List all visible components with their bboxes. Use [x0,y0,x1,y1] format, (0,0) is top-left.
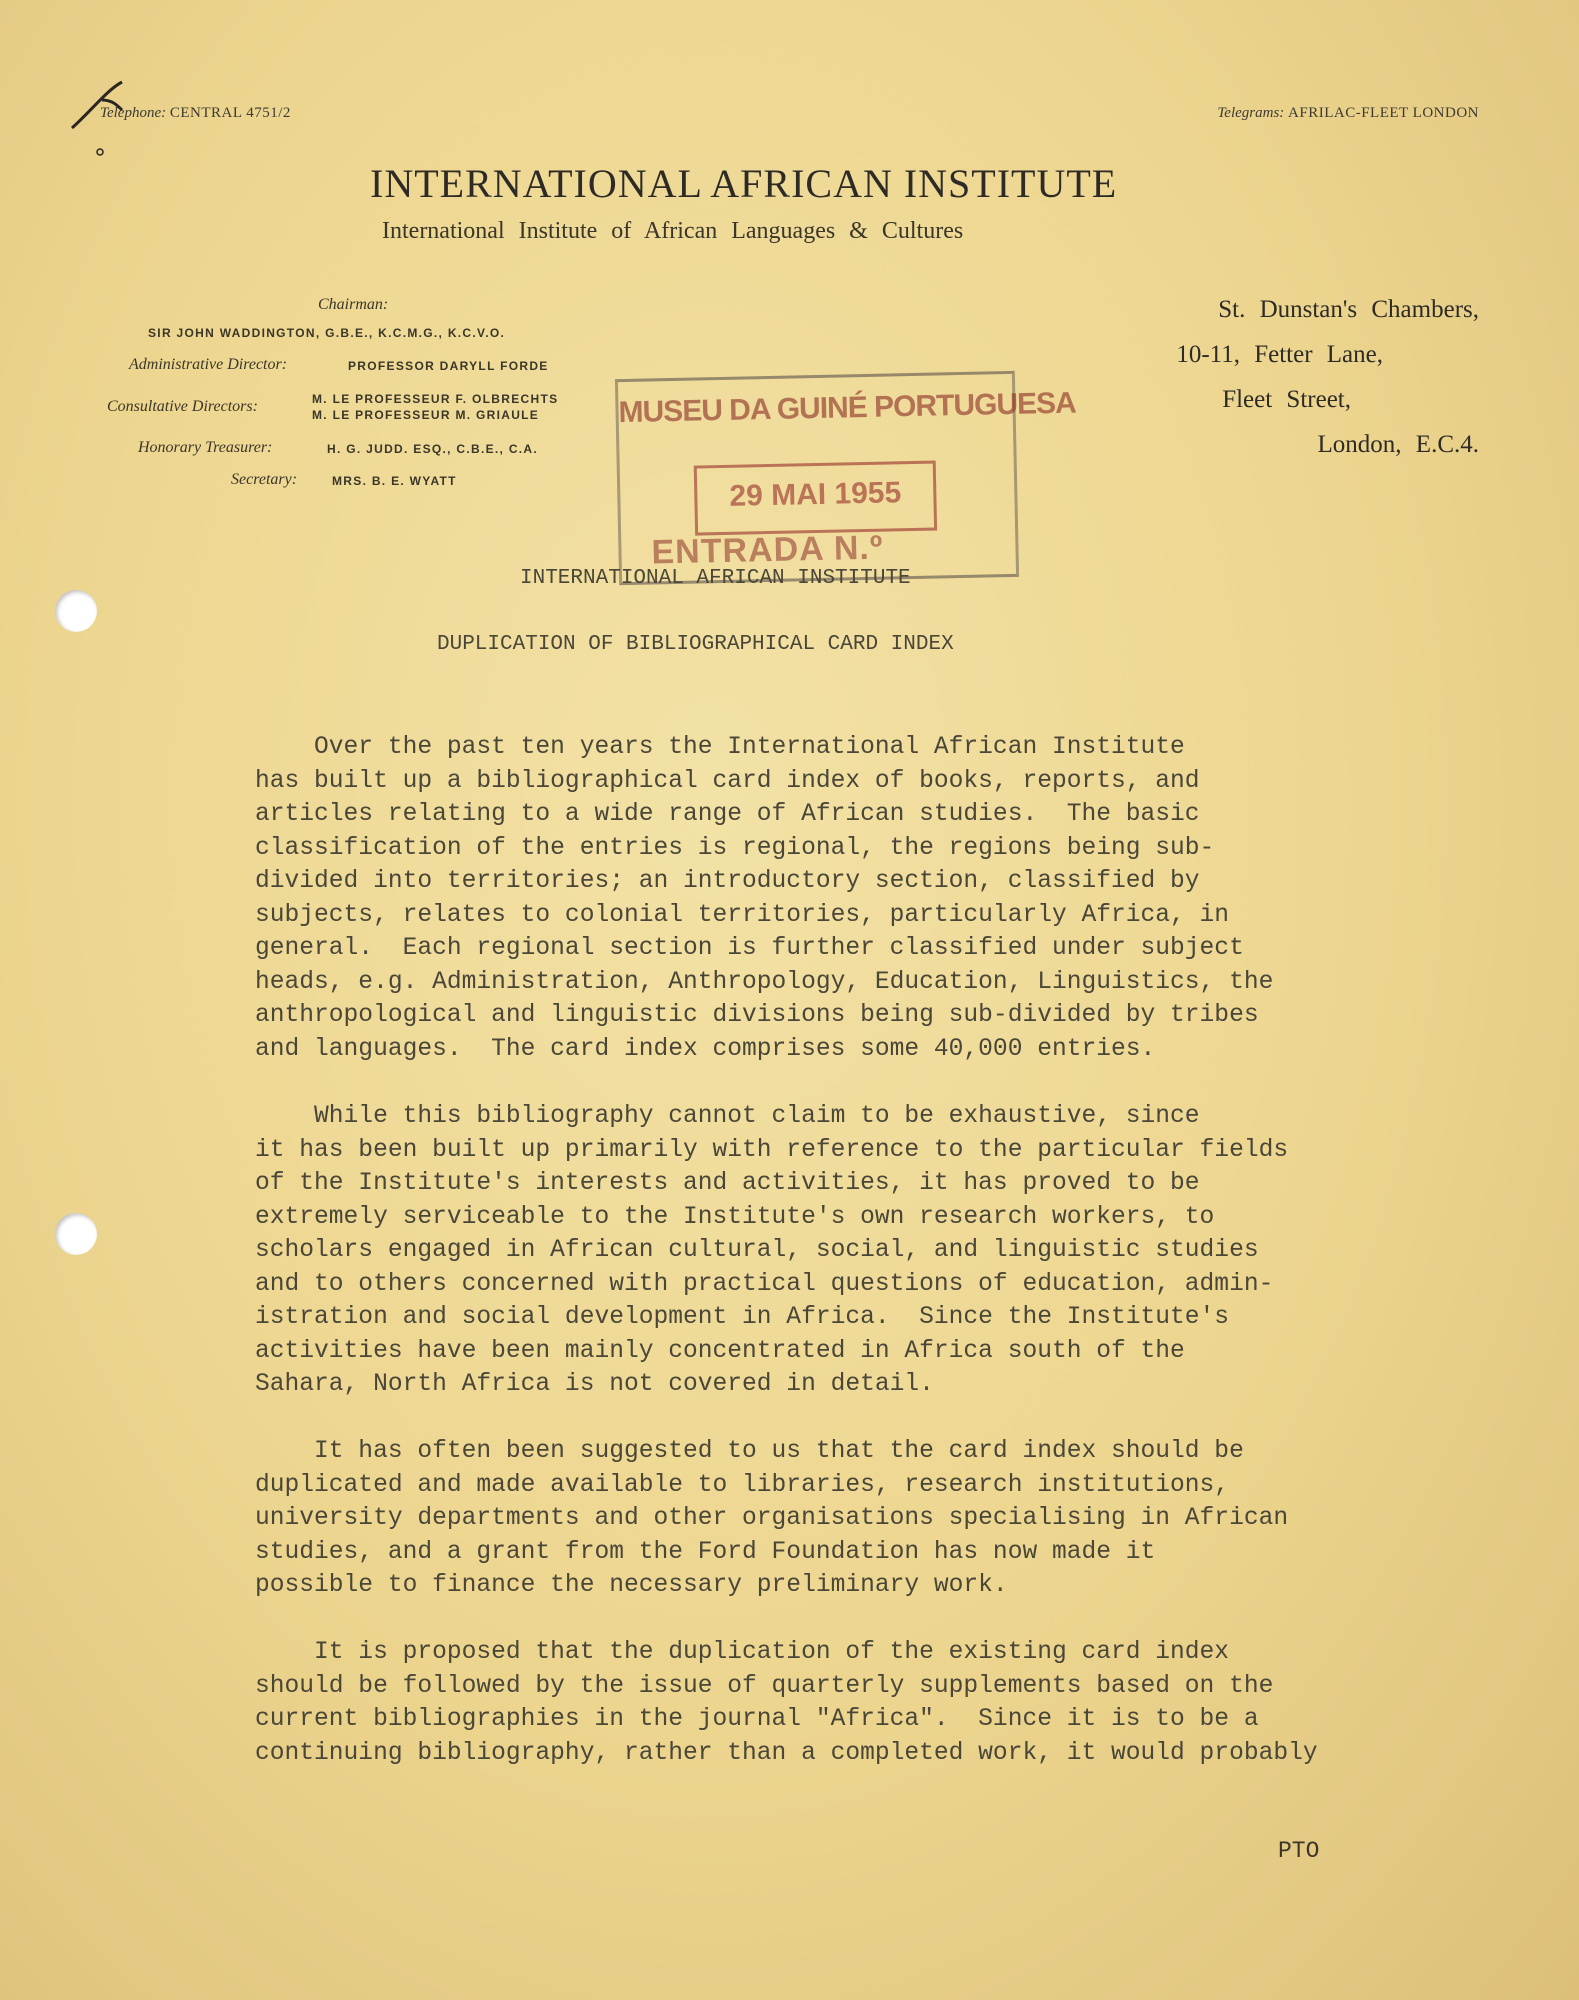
admin-director-name: PROFESSOR DARYLL FORDE [348,359,549,373]
document-subheading: DUPLICATION OF BIBLIOGRAPHICAL CARD INDEX [437,633,954,656]
secretary-name: MRS. B. E. WYATT [332,474,457,488]
stamp-entry: ENTRADA N.º [651,528,884,572]
museum-stamp [615,371,1077,585]
punch-hole-icon [55,1213,97,1255]
paragraph-1: Over the past ten years the International African Institute has built up a bibliographical card index of books, reports, and articles relating to a wide range of African studies. The basic classification of the entries is regional, the regions being sub- divided into territories; an introductory section, classified by subjects, relates to colonial territories, particularly Africa, in general. Each regional section is further classified under subject heads, e.g. Administration, Anthropology, Education, Linguistics, the anthropological and linguistic divisions being sub-divided by tribes and languages. The card index comprises some 40,000 entries. [255,734,1274,1063]
secretary-label: Secretary: [231,471,298,488]
stamp-date-box [694,461,937,536]
telegrams-line [1217,105,1479,122]
punch-hole-icon [55,590,97,632]
consult-director-2: M. LE PROFESSEUR M. GRIAULE [312,408,540,422]
paragraph-4: It is proposed that the duplication of the existing card index should be followed by the issue of quarterly supplements based on the current bibliographies in the journal "Africa". Since it is to be a continuing bibliography, rather than a completed work, it would probably [255,1639,1318,1767]
chairman-name: SIR JOHN WADDINGTON, G.B.E., K.C.M.G., K.C.V.O. [148,326,506,340]
stamp-date: 29 MAI 1955 [729,476,902,513]
telegrams-label: Telegrams: [1217,105,1285,121]
institute-title: INTERNATIONAL AFRICAN INSTITUTE [370,161,1118,206]
telephone-label: Telephone: [100,105,167,121]
telegrams-value: AFRILAC-FLEET LONDON [1288,105,1479,121]
document-heading: INTERNATIONAL AFRICAN INSTITUTE [520,567,911,590]
paragraph-2: While this bibliography cannot claim to be exhaustive, since it has been built up primarily with reference to the particular fields of the Institute's interests and activities, it has proved to be extremely serviceable to the Institute's own research workers, to scholars engaged in African cultural, social, and linguistic studies and to others concerned with practical questions of education, admin- istration and social development in Africa. Since the Institute's activities have been mainly concentrated in Africa south of the Sahara, North Africa is not covered in detail. [255,1103,1289,1398]
address-line-2: 10-11, Fetter Lane, [1176,341,1383,368]
pto-note: PTO [1278,1838,1320,1864]
institute-subtitle: International Institute of African Languages & Cultures [382,218,964,244]
address-line-1: St. Dunstan's Chambers, [1218,296,1479,323]
treasurer-name: H. G. JUDD. ESQ., C.B.E., C.A. [327,442,539,456]
address-line-3: Fleet Street, [1222,386,1351,413]
admin-director-label: Administrative Director: [129,356,288,373]
chairman-label: Chairman: [318,296,389,313]
consult-directors-label: Consultative Directors: [107,398,258,415]
treasurer-label: Honorary Treasurer: [138,439,273,456]
consult-director-1: M. LE PROFESSEUR F. OLBRECHTS [312,392,559,406]
pen-mark-icon [62,70,152,160]
paragraph-3: It has often been suggested to us that the card index should be duplicated and made available to libraries, research institutions, university departments and other organisations specialising in African studies, and a grant from the Ford Foundation has now made it possible to finance the necessary preliminary work. [255,1438,1289,1599]
telephone-value: CENTRAL 4751/2 [169,105,291,121]
address-line-4: London, E.C.4. [1317,431,1479,458]
stamp-museum-name: MUSEU DA GUINÉ PORTUGUESA [618,386,1077,430]
